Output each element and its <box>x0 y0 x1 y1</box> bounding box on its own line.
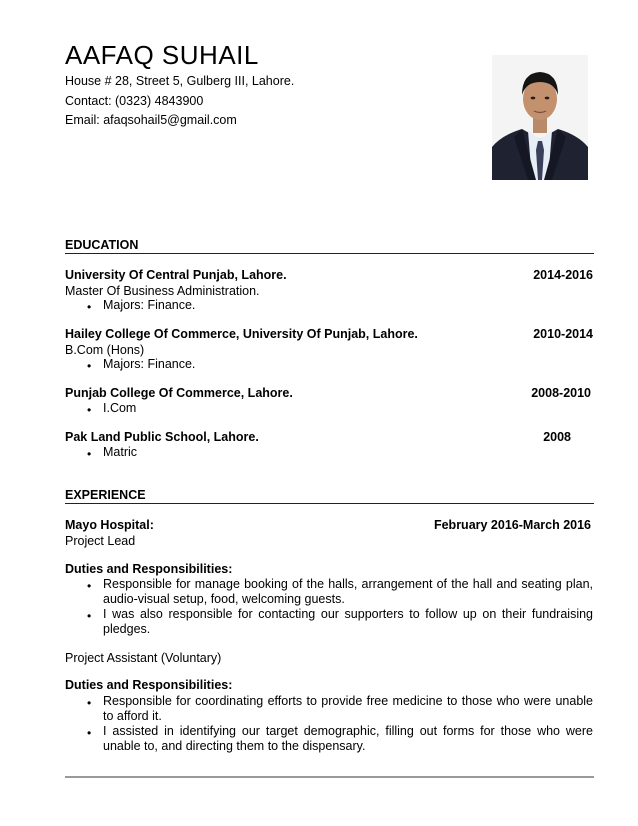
education-years: 2014-2016 <box>533 268 593 282</box>
bullet-icon: • <box>87 403 92 417</box>
education-heading: EDUCATION <box>65 238 139 252</box>
role-title: Project Lead <box>65 534 136 548</box>
role-title: Project Assistant (Voluntary) <box>65 651 222 665</box>
education-bullet: Majors: Finance. <box>103 357 196 371</box>
education-institution: Hailey College Of Commerce, University Of Punjab, Lahore. <box>65 327 418 341</box>
education-years: 2008 <box>543 430 571 444</box>
education-institution: Pak Land Public School, Lahore. <box>65 430 259 444</box>
education-institution: Punjab College Of Commerce, Lahore. <box>65 386 293 400</box>
duties-heading: Duties and Responsibilities: <box>65 678 233 692</box>
education-years: 2010-2014 <box>533 327 593 341</box>
bullet-icon: • <box>87 447 92 461</box>
duties-heading: Duties and Responsibilities: <box>65 562 233 576</box>
bullet-icon: • <box>87 579 92 593</box>
education-bullet: I.Com <box>103 401 137 415</box>
education-institution: University Of Central Punjab, Lahore. <box>65 268 287 282</box>
duty-item: Responsible for coordinating efforts to provide free medicine to those who were unable to afford it. <box>103 694 593 723</box>
email-line: Email: afaqsohail5@gmail.com <box>65 113 237 127</box>
candidate-name: AAFAQ SUHAIL <box>65 40 259 70</box>
education-degree: Master Of Business Administration. <box>65 284 260 298</box>
education-bullet: Majors: Finance. <box>103 298 196 312</box>
profile-photo <box>492 55 588 180</box>
education-bullet: Matric <box>103 445 138 459</box>
bullet-icon: • <box>87 609 92 623</box>
duty-item: I was also responsible for contacting our supporters to follow up on their fundraising pledges. <box>103 607 593 636</box>
duty-item: Responsible for manage booking of the halls, arrangement of the hall and seating plan, audio-visual setup, food, welcoming guests. <box>103 577 593 606</box>
phone-line: Contact: (0323) 4843900 <box>65 94 204 108</box>
experience-divider <box>65 503 594 504</box>
bullet-icon: • <box>87 726 92 740</box>
footer-divider <box>65 776 594 778</box>
duty-item: I assisted in identifying our target demographic, filling out forms for those who were unable to, and directing them to the dispensary. <box>103 724 593 753</box>
employer-name: Mayo Hospital: <box>65 518 154 532</box>
bullet-icon: • <box>87 300 92 314</box>
bullet-icon: • <box>87 696 92 710</box>
education-years: 2008-2010 <box>531 386 591 400</box>
employment-period: February 2016-March 2016 <box>433 518 591 532</box>
bullet-icon: • <box>87 359 92 373</box>
experience-heading: EXPERIENCE <box>65 488 146 502</box>
education-divider <box>65 253 594 254</box>
address-line: House # 28, Street 5, Gulberg III, Lahore. <box>65 74 295 88</box>
education-degree: B.Com (Hons) <box>65 343 145 357</box>
